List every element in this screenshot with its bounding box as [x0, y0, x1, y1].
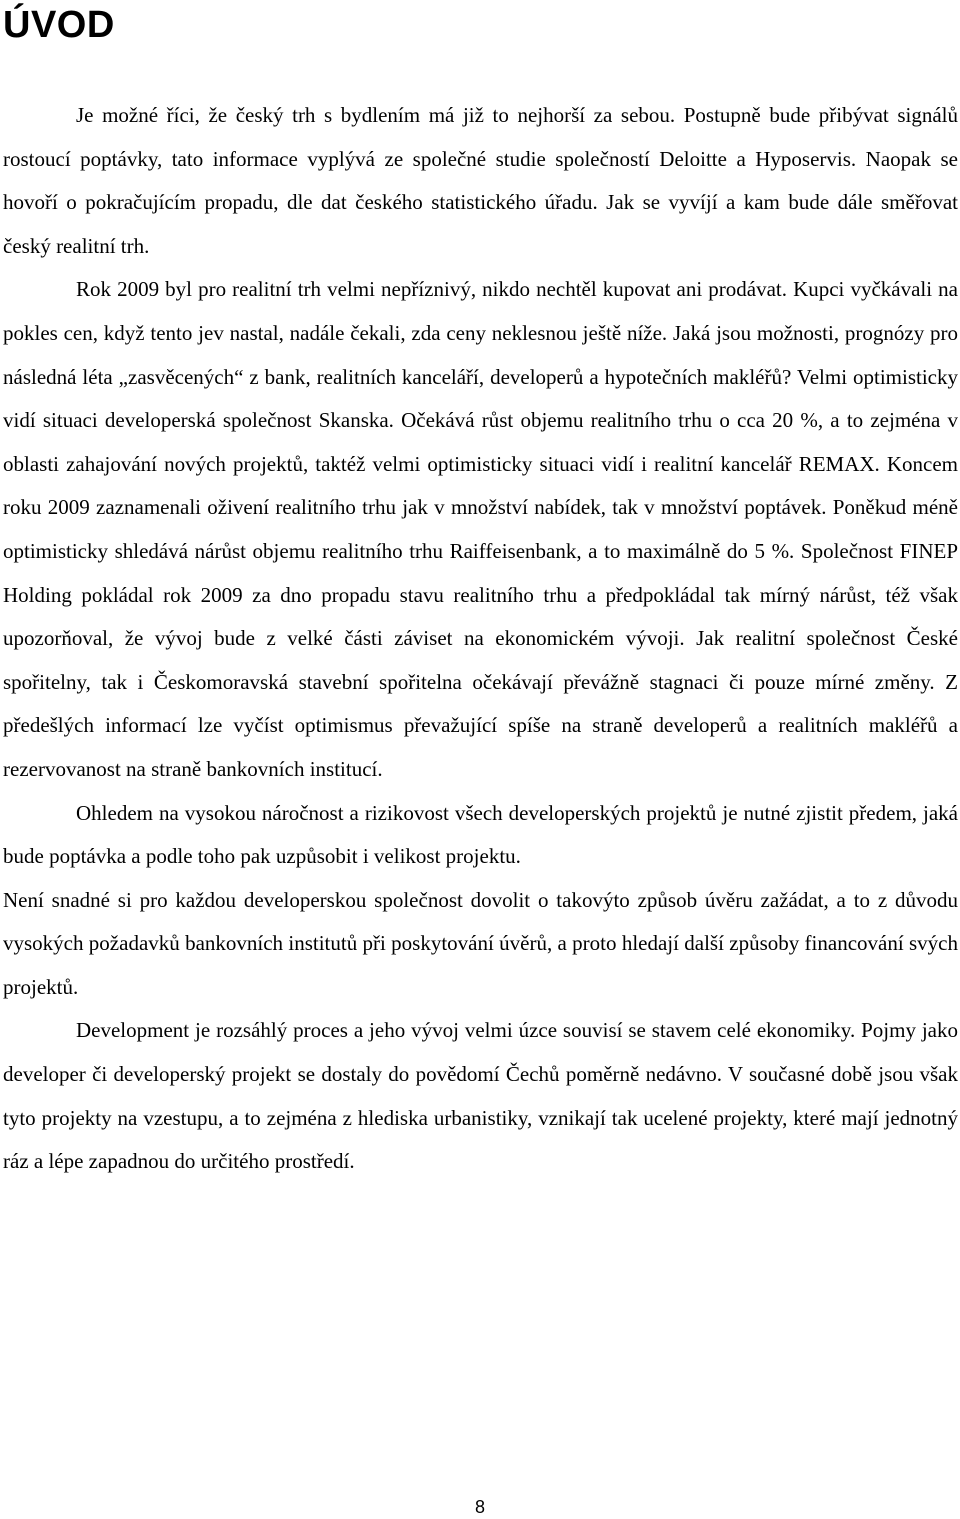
paragraph-financing: Není snadné si pro každou developerskou společnost dovolit o takovýto způsob úvěru zažádat, a to z důvodu vysokých požadavků bankovních institutů při poskytování úvěrů, a proto hledají další způsoby financování svých projektů.: [3, 887, 958, 999]
paragraph-intro: Je možné říci, že český trh s bydlením má již to nejhorší za sebou. Postupně bude přibývat signálů rostoucí poptávky, tato informace vyplývá ze společné studie společností Deloitte a Hyposervis. Naopak se hovoří o pokračujícím propadu, dle dat českého statistického úřadu. Jak se vyvíjí a kam bude dále směřovat český realitní trh.: [3, 103, 958, 258]
paragraph-demand: Ohledem na vysokou náročnost a rizikovost všech developerských projektů je nutné zjistit předem, jaká bude poptávka a podle toho pak uzpůsobit i velikost projektu.: [3, 800, 958, 869]
paragraph-development: Development je rozsáhlý proces a jeho vývoj velmi úzce souvisí se stavem celé ekonomiky. Pojmy jako developer či developerský projekt se dostaly do povědomí Čechů poměrně nedávno. V současné době jsou však tyto projekty na vzestupu, a to zejména z hlediska urbanistiky, vznikají tak ucelené projekty, které mají jednotný ráz a lépe zapadnou do určitého prostředí.: [3, 1018, 958, 1174]
paragraph-market-2009: Rok 2009 byl pro realitní trh velmi nepříznivý, nikdo nechtěl kupovat ani prodávat. Kupci vyčkávali na pokles cen, když tento jev nastal, nadále čekali, zda ceny neklesnou ještě níže. Jaká jsou možnosti, prognózy pro následná léta „zasvěcených“ z bank, realitních kanceláří, developerů a hypotečních makléřů? Velmi optimisticky vidí situaci developerská společnost Skanska. Očekává růst objemu realitního trhu o cca 20 %, a to zejména v oblasti zahajování nových projektů, taktéž velmi optimisticky situaci vidí i realitní kancelář REMAX. Koncem roku 2009 zaznamenali oživení realitního trhu jak v množství nabídek, tak v množství poptávek. Poněkud méně optimisticky shledává nárůst objemu realitního trhu Raiffeisenbank, a to maximálně do 5 %. Společnost FINEP Holding pokládal rok 2009 za dno propadu stavu realitního trhu a předpokládal tak mírný nárůst, též však upozorňoval, že vývoj bude z velké části záviset na ekonomickém vývoji. Jak realitní společnost České spořitelny, tak i Českomoravská stavební spořitelna očekávají převážně stagnaci či pouze mírné změny. Z předešlých informací lze vyčíst optimismus převažující spíše na straně developerů a realitních makléřů a rezervovanost na straně bankovních institucí.: [3, 277, 958, 781]
page-number: 8: [474, 1497, 485, 1517]
body-text: [3, 94, 958, 1184]
page-title: ÚVOD: [3, 4, 115, 46]
